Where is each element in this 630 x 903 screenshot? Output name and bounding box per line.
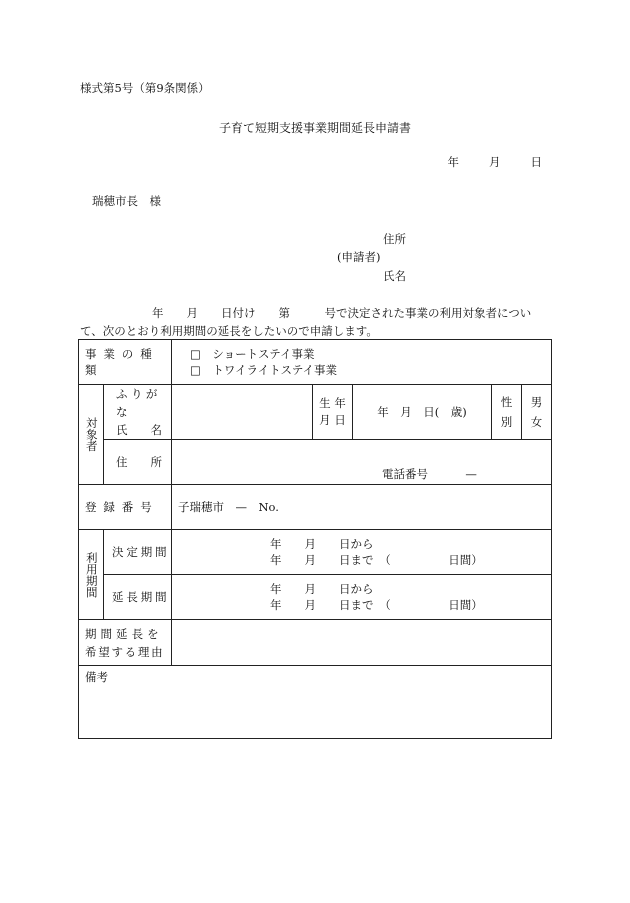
furigana-label: ふりがな (116, 387, 161, 419)
registration-label: 登録番号 (79, 485, 172, 530)
target-address-field[interactable] (172, 440, 552, 485)
application-table (78, 339, 552, 739)
phone-separator: — (465, 467, 477, 481)
extended-from: 年 月 日から (270, 582, 374, 596)
sex-label-cell (492, 385, 522, 440)
sex-label-2: 別 (500, 415, 513, 429)
service-type-row (79, 340, 552, 385)
address-label: 住 所 (104, 440, 172, 485)
reason-label-1: 期間延長を (85, 626, 163, 641)
addressee: 瑞穂市長 様 (92, 194, 161, 208)
option-twilight-stay[interactable]: □ トワイライトステイ事業 (190, 363, 338, 377)
sex-label-1: 性 (500, 395, 513, 409)
name-label: 氏 名 (116, 423, 162, 437)
remarks-field[interactable] (79, 666, 552, 739)
target-label-cell (79, 385, 104, 485)
target-label: 対象者 (84, 417, 99, 452)
sex-female-option[interactable]: 女 (530, 415, 543, 429)
remarks-label: 備考 (85, 670, 108, 684)
service-type-label: 事業の種類 (79, 340, 172, 385)
target-name-field[interactable] (172, 385, 313, 440)
sex-male-option[interactable]: 男 (530, 395, 543, 409)
registration-field[interactable]: 子瑞穂市 — No. (172, 485, 552, 530)
sex-options-cell[interactable] (522, 385, 552, 440)
period-group-label-cell (79, 530, 104, 620)
form-number: 様式第5号（第9条関係） (80, 81, 210, 95)
dob-label-cell (313, 385, 353, 440)
applicant-address-label: 住所 (383, 232, 406, 246)
decided-period-row (79, 530, 552, 575)
date-month: 月 (489, 155, 501, 169)
intro-line-2: て、次のとおり利用期間の延長をしたいので申請します。 (80, 324, 378, 338)
decided-period-field[interactable] (172, 530, 552, 575)
reason-label-2: 希望する理由 (85, 644, 165, 659)
option-short-stay[interactable]: □ ショートステイ事業 (190, 347, 315, 361)
extended-period-field[interactable] (172, 575, 552, 620)
applicant-role-label: (申請者) (337, 250, 381, 264)
reason-field[interactable] (172, 620, 552, 666)
target-address-row (79, 440, 552, 485)
dob-label-2: 月 日 (319, 413, 346, 427)
target-name-row (79, 385, 552, 440)
dob-field[interactable]: 年 月 日( 歳) (353, 385, 492, 440)
date-day: 日 (530, 155, 542, 169)
date-year: 年 (447, 155, 459, 169)
extended-to: 年 月 日まで （ 日間） (270, 598, 483, 612)
period-group-label: 利用期間 (84, 551, 99, 598)
decided-from: 年 月 日から (270, 537, 374, 551)
remarks-row (79, 666, 552, 739)
registration-row (79, 485, 552, 530)
extended-period-row (79, 575, 552, 620)
date-line (448, 154, 543, 170)
extended-period-label: 延長期間 (104, 575, 172, 620)
reason-label-cell (79, 620, 172, 666)
furigana-name-label-cell (104, 385, 172, 440)
intro-text (80, 304, 531, 340)
document-title: 子育て短期支援事業期間延長申請書 (218, 121, 411, 135)
service-options (172, 340, 552, 385)
reason-row (79, 620, 552, 666)
dob-label-1: 生 年 (319, 396, 346, 410)
intro-line-1: 年 月 日付け 第 号で決定された事業の利用対象者につい (152, 306, 532, 320)
applicant-name-label: 氏名 (383, 269, 406, 283)
decided-to: 年 月 日まで （ 日間） (270, 553, 483, 567)
phone-label: 電話番号 (382, 467, 428, 481)
decided-period-label: 決定期間 (104, 530, 172, 575)
phone-area (382, 466, 477, 482)
